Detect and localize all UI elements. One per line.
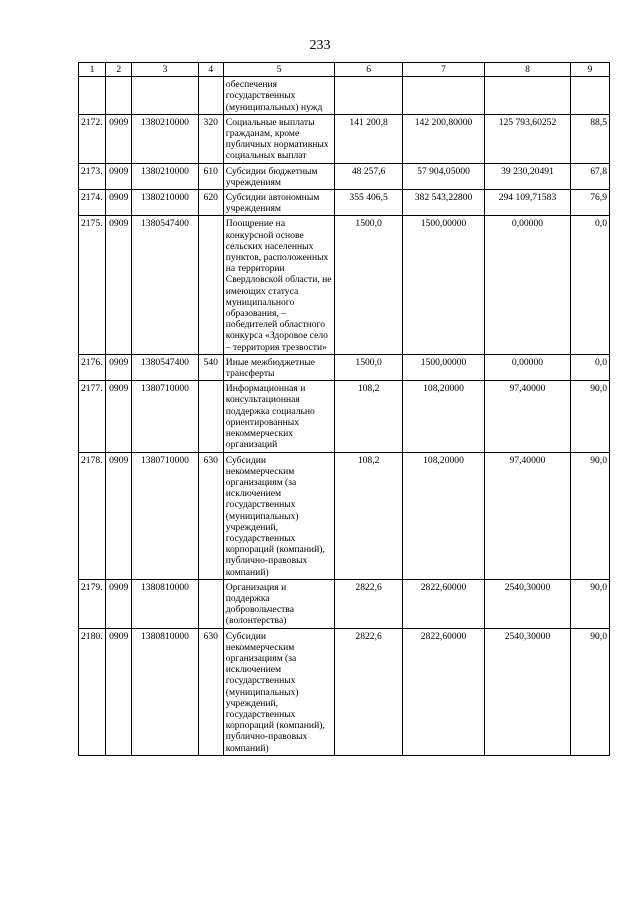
percent-cell: 90,0 <box>570 381 609 452</box>
row-number-cell: 2176. <box>79 354 106 380</box>
row-number-cell: 2172. <box>79 114 106 163</box>
item-name-cell: Субсидии некоммерческим организациям (за исключением государственных (муниципальных) учреждений, государственных корпораций (компаний), публично-правовых компаний) <box>223 452 335 579</box>
item-name-cell: Организация и поддержка добровольчества (волонтерства) <box>223 579 335 628</box>
approved-amount-cell: 2822,60000 <box>402 579 484 628</box>
table-row <box>79 381 610 452</box>
executed-amount-cell: 2540,30000 <box>485 628 570 755</box>
section-code-cell: 0909 <box>106 579 132 628</box>
budget-table <box>78 62 610 756</box>
column-header: 5 <box>223 63 335 77</box>
section-code-cell <box>106 77 132 115</box>
column-header: 9 <box>570 63 609 77</box>
expense-type-cell <box>198 579 223 628</box>
approved-amount-cell: 1500,00000 <box>402 216 484 354</box>
item-name-cell: Поощрение на конкурсной основе сельских населенных пунктов, расположенных на территории Свердловской области, не имеющих статуса муниципального образования, – победителей областного конкурса «Здоровое село – территория трезвости» <box>223 216 335 354</box>
plan-amount-cell: 141 200,8 <box>335 114 402 163</box>
expense-type-cell: 610 <box>198 163 223 189</box>
expense-type-cell <box>198 77 223 115</box>
target-code-cell: 1380710000 <box>132 452 198 579</box>
section-code-cell: 0909 <box>106 216 132 354</box>
target-code-cell: 1380210000 <box>132 114 198 163</box>
percent-cell: 90,0 <box>570 452 609 579</box>
target-code-cell <box>132 77 198 115</box>
target-code-cell: 1380810000 <box>132 628 198 755</box>
row-number-cell: 2178. <box>79 452 106 579</box>
item-name-cell: Иные межбюджетные трансферты <box>223 354 335 380</box>
target-code-cell: 1380810000 <box>132 579 198 628</box>
item-name-cell: Информационная и консультационная поддержка социально ориентированных некоммерческих организаций <box>223 381 335 452</box>
table-body <box>79 77 610 756</box>
approved-amount-cell: 142 200,80000 <box>402 114 484 163</box>
plan-amount-cell: 1500,0 <box>335 354 402 380</box>
row-number-cell: 2177. <box>79 381 106 452</box>
target-code-cell: 1380710000 <box>132 381 198 452</box>
section-code-cell: 0909 <box>106 628 132 755</box>
table-row <box>79 452 610 579</box>
percent-cell <box>570 77 609 115</box>
plan-amount-cell: 2822,6 <box>335 579 402 628</box>
column-header: 3 <box>132 63 198 77</box>
column-header: 8 <box>485 63 570 77</box>
approved-amount-cell: 382 543,22800 <box>402 190 484 216</box>
section-code-cell: 0909 <box>106 190 132 216</box>
expense-type-cell: 630 <box>198 452 223 579</box>
executed-amount-cell: 125 793,60252 <box>485 114 570 163</box>
plan-amount-cell: 108,2 <box>335 381 402 452</box>
item-name-cell: обеспечения государственных (муниципальных) нужд <box>223 77 335 115</box>
plan-amount-cell <box>335 77 402 115</box>
row-number-cell: 2173. <box>79 163 106 189</box>
percent-cell: 76,9 <box>570 190 609 216</box>
expense-type-cell: 320 <box>198 114 223 163</box>
section-code-cell: 0909 <box>106 114 132 163</box>
approved-amount-cell <box>402 77 484 115</box>
executed-amount-cell: 0,00000 <box>485 354 570 380</box>
table-row <box>79 114 610 163</box>
executed-amount-cell: 0,00000 <box>485 216 570 354</box>
target-code-cell: 1380210000 <box>132 163 198 189</box>
expense-type-cell <box>198 381 223 452</box>
table-row <box>79 190 610 216</box>
target-code-cell: 1380210000 <box>132 190 198 216</box>
executed-amount-cell: 2540,30000 <box>485 579 570 628</box>
column-header: 6 <box>335 63 402 77</box>
approved-amount-cell: 57 904,05000 <box>402 163 484 189</box>
table-row <box>79 163 610 189</box>
target-code-cell: 1380547400 <box>132 216 198 354</box>
plan-amount-cell: 1500,0 <box>335 216 402 354</box>
plan-amount-cell: 2822,6 <box>335 628 402 755</box>
column-header: 2 <box>106 63 132 77</box>
approved-amount-cell: 1500,00000 <box>402 354 484 380</box>
table-row <box>79 216 610 354</box>
target-code-cell: 1380547400 <box>132 354 198 380</box>
approved-amount-cell: 108,20000 <box>402 452 484 579</box>
item-name-cell: Субсидии бюджетным учреждениям <box>223 163 335 189</box>
column-header: 1 <box>79 63 106 77</box>
executed-amount-cell: 97,40000 <box>485 381 570 452</box>
table-row <box>79 77 610 115</box>
row-number-cell: 2180. <box>79 628 106 755</box>
percent-cell: 90,0 <box>570 628 609 755</box>
table-row <box>79 579 610 628</box>
table-row <box>79 354 610 380</box>
percent-cell: 0,0 <box>570 354 609 380</box>
section-code-cell: 0909 <box>106 452 132 579</box>
row-number-cell: 2179. <box>79 579 106 628</box>
row-number-cell: 2175. <box>79 216 106 354</box>
percent-cell: 0,0 <box>570 216 609 354</box>
percent-cell: 88,5 <box>570 114 609 163</box>
section-code-cell: 0909 <box>106 354 132 380</box>
executed-amount-cell: 97,40000 <box>485 452 570 579</box>
plan-amount-cell: 48 257,6 <box>335 163 402 189</box>
approved-amount-cell: 108,20000 <box>402 381 484 452</box>
column-header: 7 <box>402 63 484 77</box>
column-header: 4 <box>198 63 223 77</box>
item-name-cell: Субсидии некоммерческим организациям (за исключением государственных (муниципальных) учреждений, государственных корпораций (компаний), публично-правовых компаний) <box>223 628 335 755</box>
percent-cell: 67,8 <box>570 163 609 189</box>
executed-amount-cell <box>485 77 570 115</box>
item-name-cell: Социальные выплаты гражданам, кроме публичных нормативных социальных выплат <box>223 114 335 163</box>
executed-amount-cell: 39 230,20491 <box>485 163 570 189</box>
table-row <box>79 628 610 755</box>
expense-type-cell: 540 <box>198 354 223 380</box>
row-number-cell <box>79 77 106 115</box>
plan-amount-cell: 108,2 <box>335 452 402 579</box>
percent-cell: 90,0 <box>570 579 609 628</box>
section-code-cell: 0909 <box>106 381 132 452</box>
row-number-cell: 2174. <box>79 190 106 216</box>
section-code-cell: 0909 <box>106 163 132 189</box>
plan-amount-cell: 355 406,5 <box>335 190 402 216</box>
page-number: 233 <box>309 38 331 53</box>
item-name-cell: Субсидии автономным учреждениям <box>223 190 335 216</box>
header-row <box>79 63 610 77</box>
expense-type-cell: 620 <box>198 190 223 216</box>
executed-amount-cell: 294 109,71583 <box>485 190 570 216</box>
expense-type-cell <box>198 216 223 354</box>
approved-amount-cell: 2822,60000 <box>402 628 484 755</box>
expense-type-cell: 630 <box>198 628 223 755</box>
